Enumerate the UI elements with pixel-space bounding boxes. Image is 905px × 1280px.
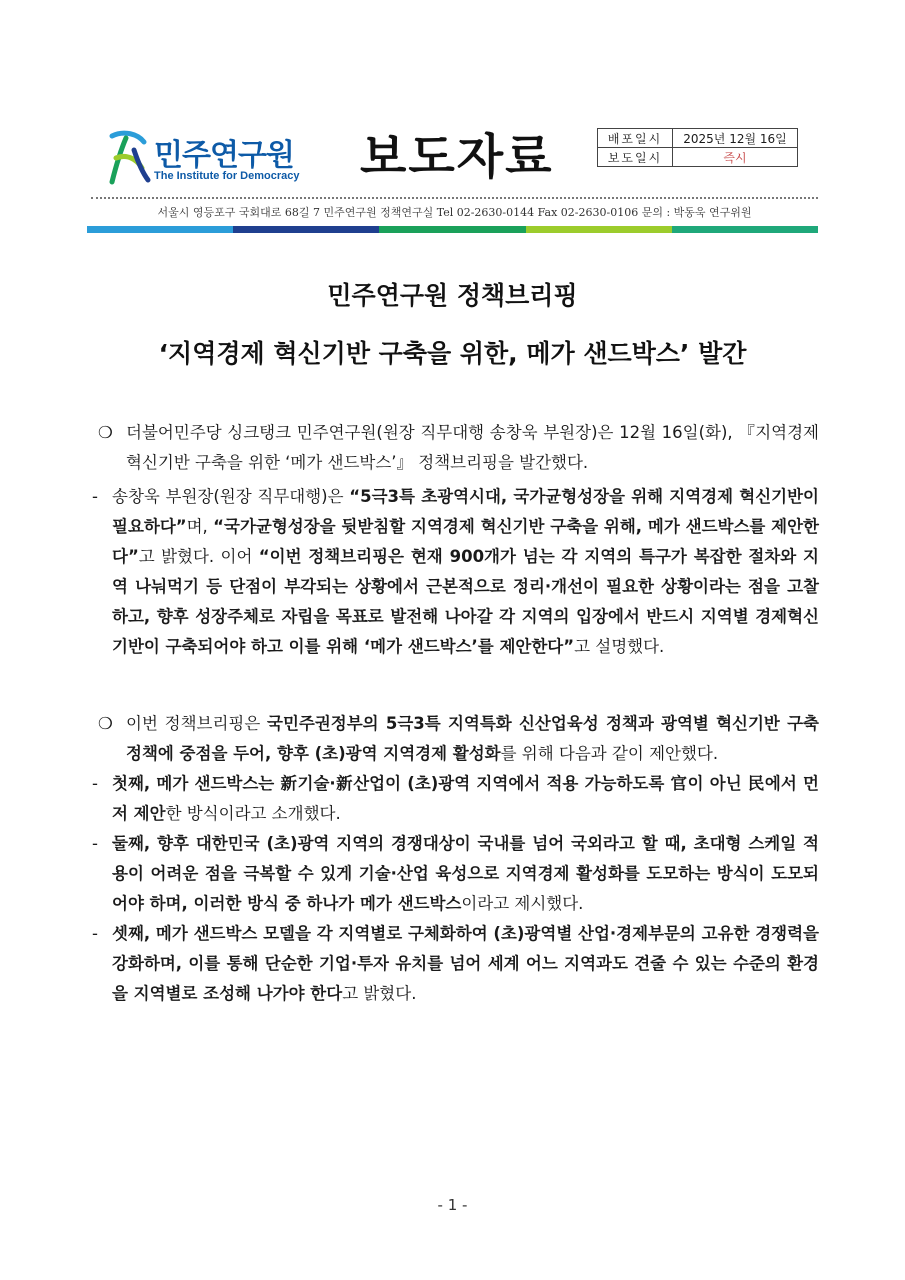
sub-item-2-emphasis: 첫째, 메가 샌드박스는 新기술·新산업이 (초)광역 지역에서 적용 가능하도록 官이 아닌 民에서 먼저 제안: [112, 774, 819, 823]
sub-item-3-emphasis: 둘째, 향후 대한민국 (초)광역 지역의 경쟁대상이 국내를 넘어 국외라고 할 때, 초대형 스케일 적용이 어려운 점을 극복할 수 있게 기술·산업 육성으로 지역경제 활성화를 도모하는 방식이 도모되어야 하며, 이러한 방식 중 하나가 메가 샌드박스: [112, 834, 819, 913]
paragraph-2-text: 를 위해 다음과 같이 제안했다.: [500, 744, 719, 763]
quote-3: “이번 정책브리핑은 현재 900개가 넘는 각 지역의 특구가 복잡한 절차와 지역 나눠먹기 등 단점이 부각되는 상황에서 근본적으로 정리·개선이 필요한 상황이라는 점을 고찰하고, 향후 성장주체로 자립을 목표로 발전해 나아갈 각 지역의 입장에서 반드시 지역별 경제혁신 기반이 구축되어야 하고 이를 위해 ‘메가 샌드박스’를 제안한다”: [112, 547, 819, 656]
sub-item-4-emphasis: 셋째, 메가 샌드박스 모델을 각 지역별로 구체화하여 (초)광역별 산업·경제부문의 고유한 경쟁력을 강화하며, 이를 통해 단순한 기업·투자 유치를 넘어 세계 어느 지역과도 견줄 수 있는 수준의 환경을 지역별로 조성해 나가야 한다: [112, 924, 819, 1003]
logo-name: 민주연구원: [154, 138, 294, 173]
color-bar-segment-3: [379, 226, 525, 233]
sub-item-1: [92, 482, 819, 662]
logo-english-name: The Institute for Democracy: [154, 170, 300, 182]
sub-item-1-text: 고 밝혔다. 이어: [138, 547, 259, 566]
paragraph-2: [92, 709, 819, 769]
document-type-title: 보도자료: [360, 129, 554, 185]
dash-bullet-icon: -: [92, 774, 98, 793]
distribution-value: 2025년 12월 16일: [673, 129, 798, 148]
sub-item-3: [92, 829, 819, 919]
dash-bullet-icon: -: [92, 924, 98, 943]
contact-info: 서울시 영등포구 국회대로 68길 7 민주연구원 정책연구실 Tel 02-2630-0144 Fax 02-2630-0106 문의 : 박동욱 연구위원: [157, 206, 752, 219]
sub-item-1-text: 고 설명했다.: [574, 637, 665, 656]
institute-logo: [104, 128, 314, 188]
report-value: 즉시: [673, 148, 798, 167]
paragraph-2-text: 이번 정책브리핑은: [126, 714, 268, 733]
quote-1: “5극3특 초광역시대, 국가균형성장을 위해 지역경제 혁신기반이 필요하다”: [112, 487, 819, 536]
circle-bullet-icon: ❍: [98, 714, 113, 733]
distribution-label: 배포일시: [598, 129, 673, 148]
brand-color-bar: [87, 226, 818, 233]
color-bar-segment-2: [233, 226, 379, 233]
paragraph-2-emphasis: 국민주권정부의 5극3특 지역특화 신산업육성 정책과 광역별 혁신기반 구축 정책에 중점을 두어, 향후 (초)광역 지역경제 활성화: [126, 714, 819, 763]
paragraph-1-text: 더불어민주당 싱크탱크 민주연구원(원장 직무대행 송창욱 부원장)은 12월 16일(화), 『지역경제 혁신기반 구축을 위한 ‘메가 샌드박스’』 정책브리핑을 발간했다.: [126, 423, 819, 472]
release-info-table: [597, 128, 798, 167]
sub-item-4: [92, 919, 819, 1009]
dash-bullet-icon: -: [92, 834, 98, 853]
color-bar-segment-1: [87, 226, 233, 233]
color-bar-segment-4: [526, 226, 672, 233]
sub-item-1-text: 송창욱 부원장(원장 직무대행)은: [112, 487, 350, 506]
briefing-subtitle: ‘지역경제 혁신기반 구축을 위한, 메가 샌드박스’ 발간: [158, 339, 747, 368]
circle-bullet-icon: ❍: [98, 423, 113, 442]
democracy-logo-icon: [104, 128, 152, 188]
page-number: - 1 -: [437, 1196, 468, 1214]
briefing-title: 민주연구원 정책브리핑: [327, 281, 578, 310]
quote-2: “국가균형성장을 뒷받침할 지역경제 혁신기반 구축을 위해, 메가 샌드박스를 제안한다”: [112, 517, 819, 566]
sub-item-2: [92, 769, 819, 829]
dash-bullet-icon: -: [92, 487, 98, 506]
sub-item-2-text: 한 방식이라고 소개했다.: [165, 804, 341, 823]
release-row-report: [598, 148, 798, 167]
paragraph-1: [92, 418, 819, 478]
press-release-body: [92, 418, 819, 1009]
sub-item-4-text: 고 밝혔다.: [342, 984, 417, 1003]
header-dotted-divider: [91, 197, 818, 199]
release-row-distribution: [598, 129, 798, 148]
report-label: 보도일시: [598, 148, 673, 167]
color-bar-segment-5: [672, 226, 818, 233]
sub-item-1-text: 며,: [186, 517, 214, 536]
sub-item-3-text: 이라고 제시했다.: [461, 894, 584, 913]
